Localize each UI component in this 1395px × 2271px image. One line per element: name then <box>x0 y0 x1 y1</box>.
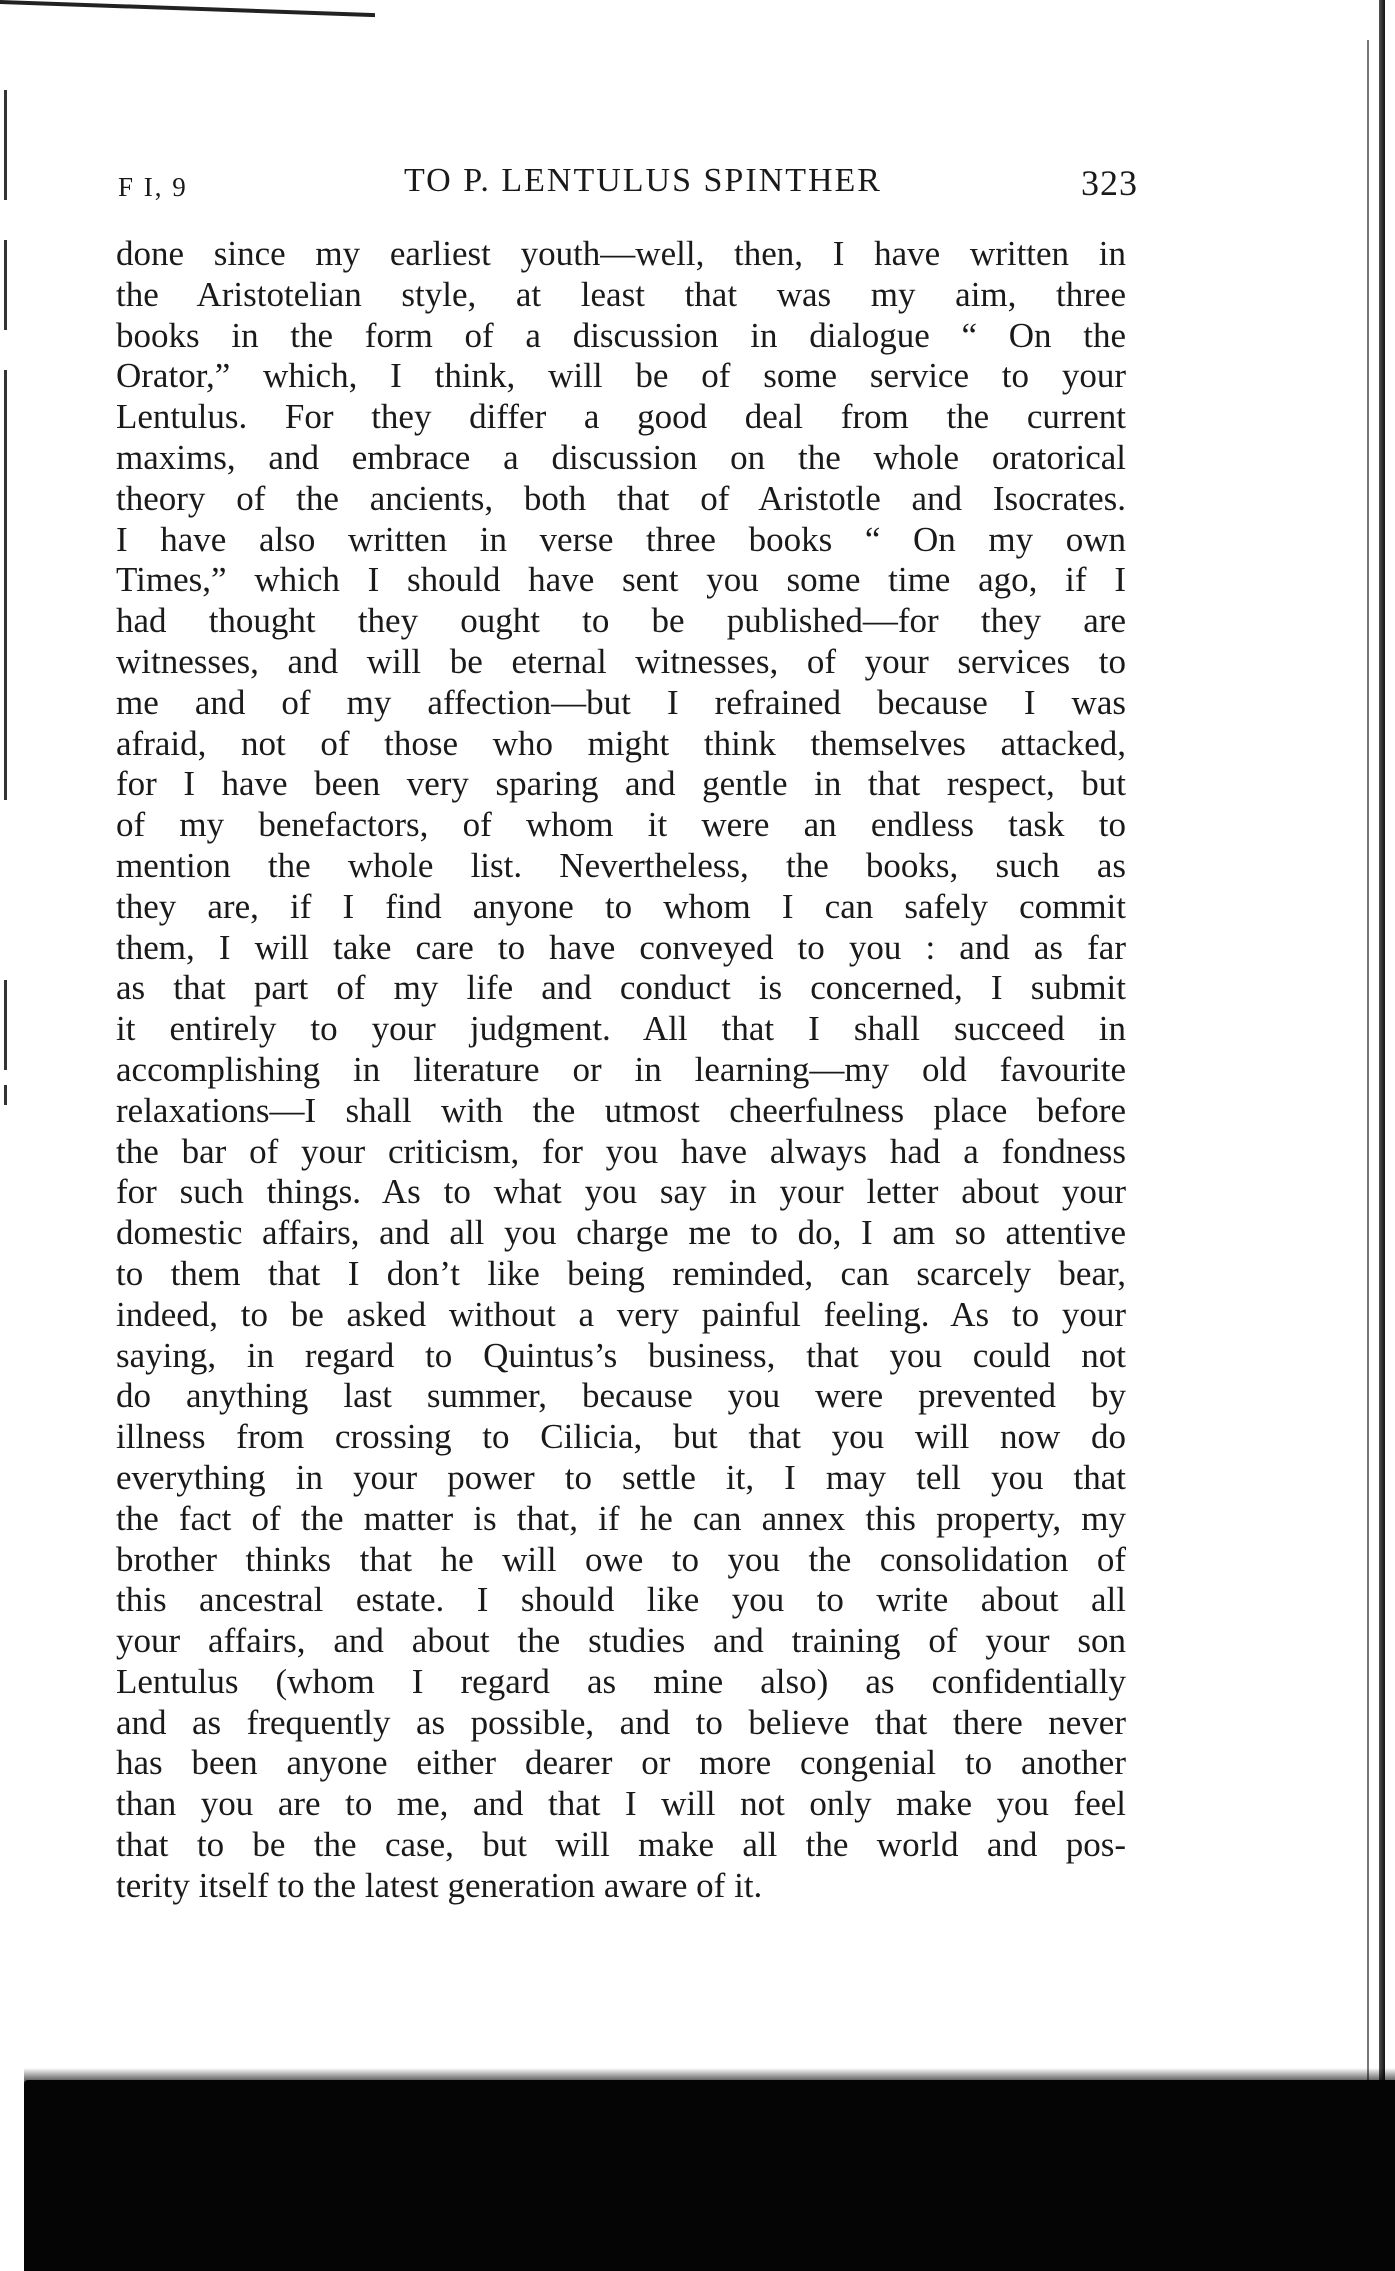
text-line: witnesses, and will be eternal witnesses, of your services to <box>116 641 1126 681</box>
text-line: terity itself to the latest generation aware of it. <box>116 1865 763 1905</box>
scan-left-edge-1 <box>4 90 7 200</box>
text-line: domestic affairs, and all you charge me to do, I am so attentive <box>116 1213 1126 1253</box>
text-line: me and of my affection—but I refrained because I was <box>116 682 1126 722</box>
scan-left-edge-3 <box>4 370 7 800</box>
text-line: they are, if I find anyone to whom I can safely commit <box>116 886 1126 926</box>
text-line: mention the whole list. Nevertheless, the books, such as <box>116 845 1126 885</box>
text-line: indeed, to be asked without a very painful feeling. As to your <box>116 1294 1126 1334</box>
text-line: theory of the ancients, both that of Aristotle and Isocrates. <box>116 478 1126 518</box>
text-line: Lentulus. For they differ a good deal from the current <box>116 397 1126 437</box>
text-line: saying, in regard to Quintus’s business, that you could not <box>116 1335 1126 1375</box>
page-title: TO P. LENTULUS SPINTHER <box>404 162 882 199</box>
text-line: I have also written in verse three books “ On my own <box>116 519 1126 559</box>
text-line: done since my earliest youth—well, then, I have written in <box>116 234 1126 273</box>
text-line: Times,” which I should have sent you some time ago, if I <box>116 560 1126 600</box>
text-line: than you are to me, and that I will not only make you feel <box>116 1784 1126 1824</box>
text-line: relaxations—I shall with the utmost cheerfulness place before <box>116 1090 1126 1130</box>
section-marker: F I, 9 <box>118 172 188 202</box>
text-line: your affairs, and about the studies and training of your son <box>116 1621 1126 1661</box>
text-line: had thought they ought to be published—for they are <box>116 601 1126 641</box>
text-line: the Aristotelian style, at least that was my aim, three <box>116 274 1126 314</box>
text-line: do anything last summer, because you were prevented by <box>116 1376 1126 1416</box>
text-line: the fact of the matter is that, if he can annex this property, my <box>116 1498 1126 1538</box>
text-line: Lentulus (whom I regard as mine also) as confidentially <box>116 1661 1126 1701</box>
text-line: that to be the case, but will make all the world and pos- <box>116 1825 1126 1865</box>
body-text <box>116 234 1126 1907</box>
scan-right-edge <box>1379 0 1385 2090</box>
text-line: as that part of my life and conduct is concerned, I submit <box>116 968 1126 1008</box>
text-line: the bar of your criticism, for you have always had a fondness <box>116 1131 1126 1171</box>
text-line: it entirely to your judgment. All that I shall succeed in <box>116 1009 1126 1049</box>
text-line: everything in your power to settle it, I may tell you that <box>116 1457 1126 1497</box>
text-line: accomplishing in literature or in learning—my old favourite <box>116 1049 1126 1089</box>
text-line: for I have been very sparing and gentle in that respect, but <box>116 764 1126 804</box>
text-line: has been anyone either dearer or more congenial to another <box>116 1743 1126 1783</box>
scan-right-edge-thin <box>1367 40 1369 2080</box>
scan-bottom-band <box>24 2080 1395 2271</box>
text-line: this ancestral estate. I should like you to write about all <box>116 1580 1126 1620</box>
text-line: maxims, and embrace a discussion on the whole oratorical <box>116 437 1126 477</box>
text-line: of my benefactors, of whom it were an endless task to <box>116 805 1126 845</box>
text-line: Orator,” which, I think, will be of some service to your <box>116 356 1126 396</box>
text-line: to them that I don’t like being reminded, can scarcely bear, <box>116 1253 1126 1293</box>
scan-left-edge-4 <box>4 980 7 1070</box>
scan-left-edge-5 <box>4 1085 7 1105</box>
text-line: afraid, not of those who might think themselves attacked, <box>116 723 1126 763</box>
text-line: for such things. As to what you say in your letter about your <box>116 1172 1126 1212</box>
running-head <box>118 160 1138 210</box>
scan-edge-mark <box>0 0 375 31</box>
text-line: brother thinks that he will owe to you the consolidation of <box>116 1539 1126 1579</box>
scan-left-edge-2 <box>4 240 7 330</box>
text-line: books in the form of a discussion in dialogue “ On the <box>116 315 1126 355</box>
text-line: them, I will take care to have conveyed to you : and as far <box>116 927 1126 967</box>
page-number: 323 <box>1081 163 1138 203</box>
text-line: illness from crossing to Cilicia, but that you will now do <box>116 1417 1126 1457</box>
text-line: and as frequently as possible, and to believe that there never <box>116 1702 1126 1742</box>
